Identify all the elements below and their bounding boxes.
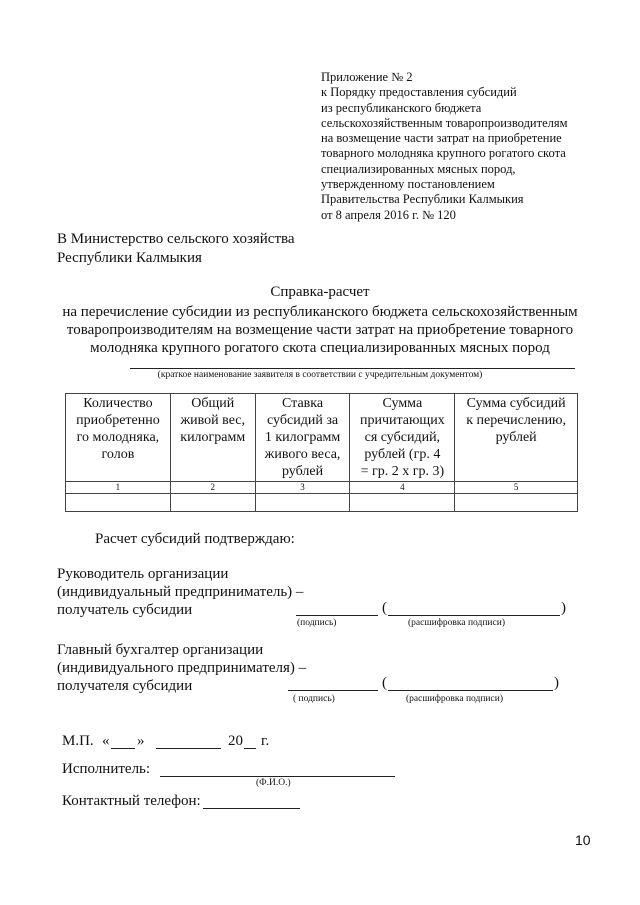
applicant-caption: (краткое наименование заявителя в соответствии с учредительным документом) <box>157 370 483 380</box>
header-cell: Сумма причитающих ся субсидий, рублей (гр. 4 = гр. 2 х гр. 3) <box>350 394 455 482</box>
executor-field[interactable] <box>160 776 395 777</box>
page-number: 10 <box>575 832 591 848</box>
open-quote: « <box>102 733 110 749</box>
decode-caption: (расшифровка подписи) <box>406 694 503 704</box>
phone-label: Контактный телефон: <box>62 793 201 809</box>
header-cell: Ставка субсидий за 1 килограмм живого веса, рублей <box>255 394 350 482</box>
accountant-label: Главный бухгалтер организации (индивидуального предпринимателя) – получателя субсидии <box>57 642 307 694</box>
head-signature-line[interactable] <box>296 615 378 616</box>
mp-label: М.П. <box>62 733 94 749</box>
subtitle-line: молодняка крупного рогатого скота специализированных мясных пород <box>90 340 550 356</box>
addressee <box>57 230 295 268</box>
table-cell[interactable] <box>66 494 171 512</box>
confirm-text: Расчет субсидий подтверждаю: <box>95 531 295 547</box>
column-number: 3 <box>255 482 350 494</box>
year-field[interactable] <box>244 748 256 749</box>
addressee-line: Республики Калмыкия <box>57 250 202 266</box>
paren-close: ) <box>561 600 566 616</box>
paren-open: ( <box>382 675 387 691</box>
accountant-decode-line[interactable] <box>388 690 553 691</box>
paren-close: ) <box>554 675 559 691</box>
appendix-line: к Порядку предоставления субсидий <box>321 85 517 100</box>
table-cell[interactable] <box>255 494 350 512</box>
appendix-line: сельскохозяйственным товаропроизводителям <box>321 115 568 130</box>
year-prefix: 20 <box>228 733 243 749</box>
table-cell[interactable] <box>350 494 455 512</box>
document-subtitle <box>0 303 640 357</box>
header-cell: Количество приобретенно го молодняка, голов <box>66 394 171 482</box>
appendix-line: из республиканского бюджета <box>321 100 482 115</box>
executor-caption: (Ф.И.О.) <box>256 778 291 788</box>
table-cell[interactable] <box>455 494 578 512</box>
month-field[interactable] <box>156 748 221 749</box>
sign-caption: ( подпись) <box>293 694 335 704</box>
column-number: 1 <box>66 482 171 494</box>
year-suffix: г. <box>261 733 270 749</box>
table-number-row <box>66 482 578 494</box>
appendix-line: специализированных мясных пород, <box>321 161 516 176</box>
appendix-block <box>321 70 568 223</box>
phone-field[interactable] <box>203 808 300 809</box>
decode-caption: (расшифровка подписи) <box>408 618 505 628</box>
sign-caption: (подпись) <box>297 618 337 628</box>
subtitle-line: на перечисление субсидии из республиканского бюджета сельскохозяйственным <box>62 304 578 320</box>
subtitle-line: товаропроизводителям на возмещение части затрат на приобретение товарного <box>66 322 574 338</box>
appendix-line: утвержденному постановлением <box>321 177 495 192</box>
accountant-signature-line[interactable] <box>288 690 378 691</box>
day-field[interactable] <box>111 748 135 749</box>
table-header-row <box>66 394 578 482</box>
header-cell: Сумма субсидий к перечислению, рублей <box>455 394 578 482</box>
appendix-line: Правительства Республики Калмыкия <box>321 192 524 207</box>
appendix-line: от 8 апреля 2016 г. № 120 <box>321 207 456 222</box>
head-decode-line[interactable] <box>388 615 560 616</box>
applicant-line[interactable] <box>130 368 575 369</box>
column-number: 2 <box>170 482 255 494</box>
header-cell: Общий живой вес, килограмм <box>170 394 255 482</box>
appendix-line: на возмещение части затрат на приобретение <box>321 131 562 146</box>
subsidy-table <box>65 393 578 512</box>
column-number: 5 <box>455 482 578 494</box>
table-row <box>66 494 578 512</box>
document-title: Справка-расчет <box>270 284 370 300</box>
column-number: 4 <box>350 482 455 494</box>
executor-label: Исполнитель: <box>62 761 151 777</box>
paren-open: ( <box>382 600 387 616</box>
appendix-line: товарного молодняка крупного рогатого скота <box>321 146 566 161</box>
table-cell[interactable] <box>170 494 255 512</box>
close-quote: » <box>137 733 145 749</box>
head-label: Руководитель организации (индивидуальный предприниматель) – получатель субсидии <box>57 566 304 618</box>
appendix-line: Приложение № 2 <box>321 70 413 84</box>
addressee-line: В Министерство сельского хозяйства <box>57 231 295 247</box>
